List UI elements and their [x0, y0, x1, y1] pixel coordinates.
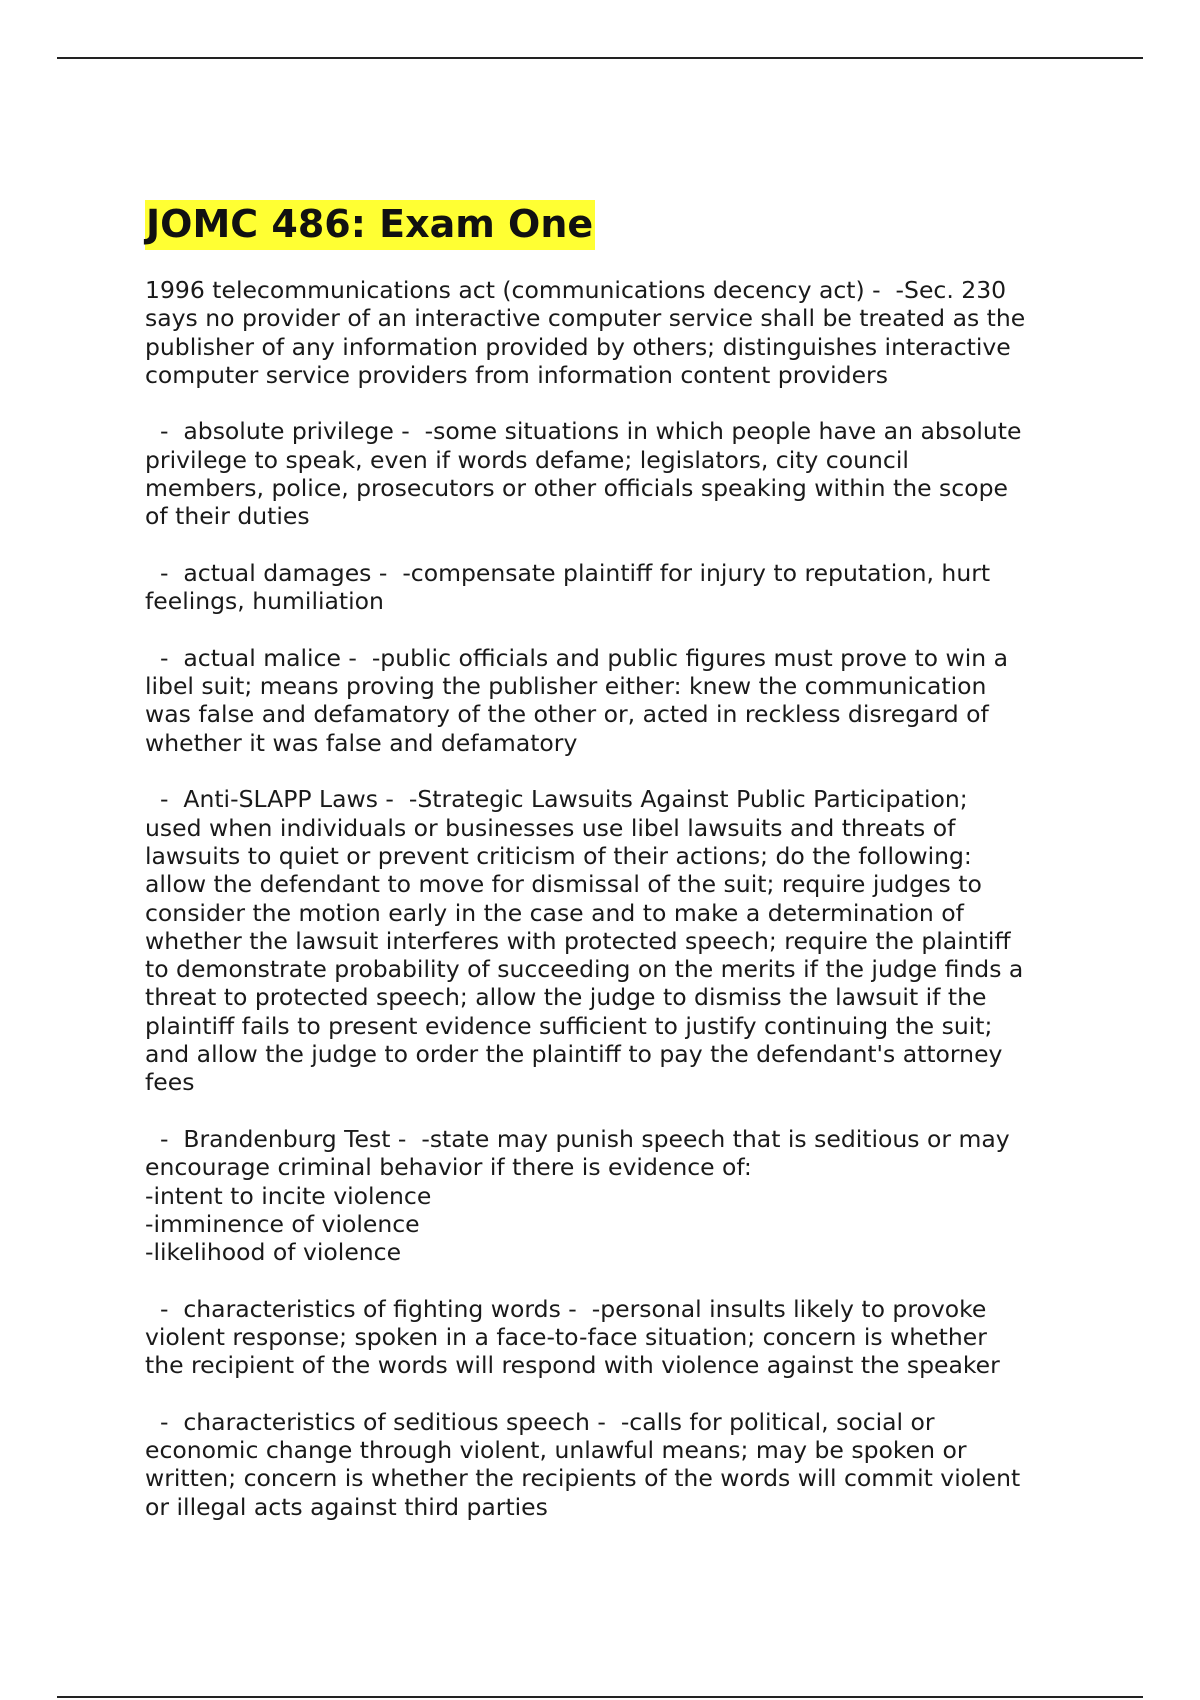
entry-line: members, police, prosecutors or other officials speaking within the scope [145, 474, 1008, 503]
entry-line: feelings, humiliation [145, 587, 384, 616]
glossary-entry [145, 559, 1055, 616]
glossary-entry [145, 1295, 1055, 1380]
entry-line: 1996 telecommunications act (communications decency act) - -Sec. 230 [145, 276, 1007, 304]
entry-line: and allow the judge to order the plaintiff to pay the defendant's attorney [145, 1040, 1003, 1069]
entry-line: - absolute privilege - -some situations in which people have an absolute [145, 417, 1022, 446]
entry-line: -intent to incite violence [145, 1181, 432, 1210]
bottom-rule [57, 1696, 1143, 1698]
entry-line: or illegal acts against third parties [145, 1492, 548, 1521]
entry-line: says no provider of an interactive computer service shall be treated as the [145, 304, 1026, 333]
entry-line: the recipient of the words will respond with violence against the speaker [145, 1351, 1000, 1380]
entry-line: - Anti-SLAPP Laws - -Strategic Lawsuits Against Public Participation; [145, 785, 968, 814]
entry-line: written; concern is whether the recipients of the words will commit violent [145, 1464, 1021, 1493]
document-title: JOMC 486: Exam One [145, 200, 595, 250]
entry-line: - Brandenburg Test - -state may punish speech that is seditious or may [145, 1124, 1010, 1153]
glossary-entry [145, 417, 1055, 530]
entry-line: -likelihood of violence [145, 1238, 402, 1267]
entry-line: libel suit; means proving the publisher either: knew the communication [145, 672, 987, 701]
glossary-entry [145, 644, 1055, 757]
entry-line: threat to protected speech; allow the judge to dismiss the lawsuit if the [145, 983, 987, 1012]
entry-line: allow the defendant to move for dismissal of the suit; require judges to [145, 870, 982, 899]
entry-line: - characteristics of fighting words - -personal insults likely to provoke [145, 1294, 987, 1323]
entry-line: -imminence of violence [145, 1209, 420, 1238]
entry-line: to demonstrate probability of succeeding on the merits if the judge finds a [145, 955, 1024, 984]
top-rule [57, 57, 1143, 59]
entry-line: lawsuits to quiet or prevent criticism of their actions; do the following: [145, 841, 972, 870]
entry-line: consider the motion early in the case and to make a determination of [145, 898, 964, 927]
document-body [145, 200, 1055, 1549]
entry-line: economic change through violent, unlawful means; may be spoken or [145, 1436, 967, 1465]
entry-line: - characteristics of seditious speech - -calls for political, social or [145, 1407, 935, 1436]
entry-line: plaintiff fails to present evidence sufficient to justify continuing the suit; [145, 1011, 993, 1040]
entry-line: of their duties [145, 502, 310, 531]
glossary-entry [145, 276, 1055, 389]
entry-list [145, 276, 1055, 1521]
entry-line: was false and defamatory of the other or, acted in reckless disregard of [145, 700, 989, 729]
glossary-entry [145, 1408, 1055, 1521]
entry-line: computer service providers from information content providers [145, 360, 888, 389]
entry-line: publisher of any information provided by others; distinguishes interactive [145, 332, 1011, 361]
entry-line: whether it was false and defamatory [145, 728, 578, 757]
entry-line: encourage criminal behavior if there is evidence of: [145, 1153, 752, 1182]
glossary-entry [145, 785, 1055, 1096]
entry-line: privilege to speak, even if words defame; legislators, city council [145, 445, 909, 474]
entry-line: whether the lawsuit interferes with protected speech; require the plaintiff [145, 926, 1011, 955]
entry-line: - actual malice - -public officials and public figures must prove to win a [145, 643, 1009, 672]
entry-line: used when individuals or businesses use libel lawsuits and threats of [145, 813, 956, 842]
entry-line: fees [145, 1068, 195, 1097]
glossary-entry [145, 1125, 1055, 1266]
entry-line: violent response; spoken in a face-to-face situation; concern is whether [145, 1322, 987, 1351]
entry-line: - actual damages - -compensate plaintiff for injury to reputation, hurt [145, 558, 991, 587]
